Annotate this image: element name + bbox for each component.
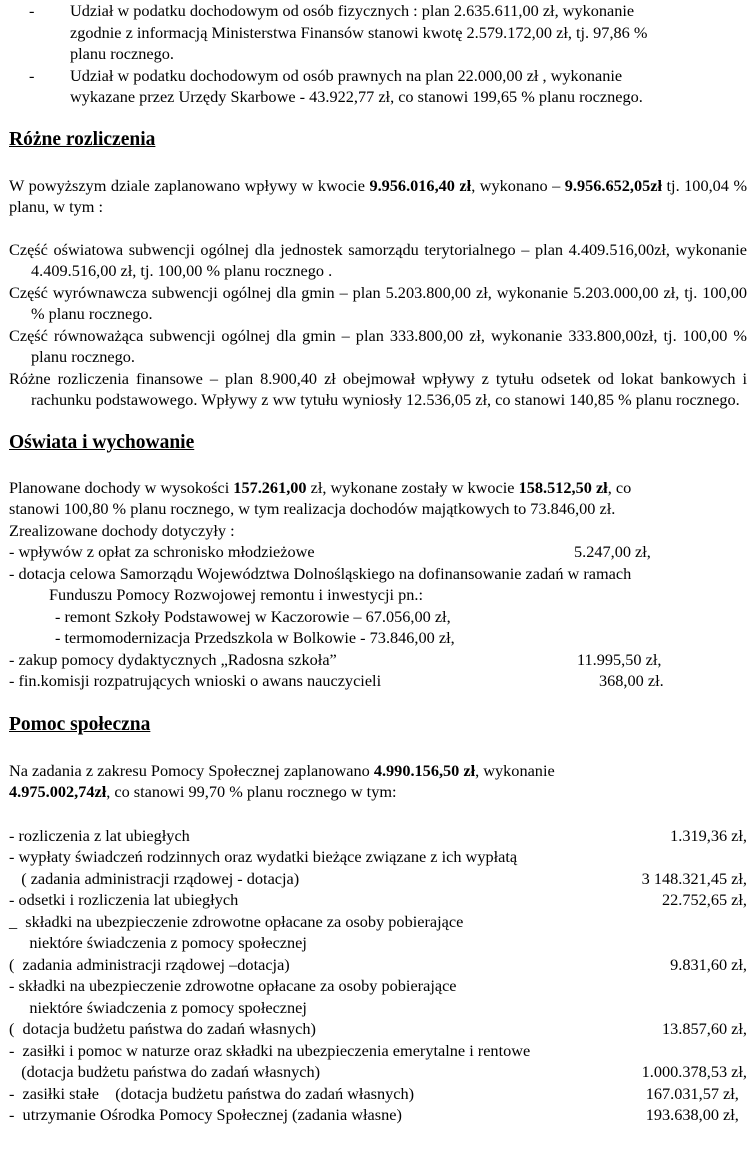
intro-item	[9, 0, 747, 65]
intro-list	[9, 0, 747, 108]
row-label: - zasiłki i pomoc w naturze oraz składki na ubezpieczenia emerytalne i rentowe	[9, 1040, 531, 1060]
table-row	[9, 932, 747, 954]
section-heading: Oświata i wychowanie	[9, 431, 195, 453]
row-label: ( zadania administracji rządowej - dotacja)	[9, 868, 300, 888]
table-row	[9, 954, 747, 976]
list-item: Różne rozliczenia finansowe – plan 8.900,40 zł obejmował wpływy z tytułu odsetek od lokat bankowych i rachunku podstawowego. Wpływy z ww tytułu wyniosły 12.536,05 zł, co stanowi 140,85 % planu rocznego.	[9, 368, 747, 409]
paragraph: Planowane dochody w wysokości 157.261,00 zł, wykonane zostały w kwocie 158.512,50 zł, co	[9, 477, 632, 497]
list-item: - dotacja celowa Samorządu Województwa Dolnośląskiego na dofinansowanie zadań w ramach	[9, 563, 632, 583]
table-row	[9, 889, 747, 911]
table-row	[9, 1061, 747, 1083]
row-label: - utrzymanie Ośrodka Pomocy Społecznej (zadania własne)	[9, 1105, 402, 1124]
text-line: Udział w podatku dochodowym od osób prawnych na plan 22.000,00 zł , wykonanie	[70, 65, 623, 85]
row-label: (dotacja budżetu państwa do zadań własnych)	[9, 1062, 321, 1081]
table-row	[9, 975, 747, 997]
section-heading: Różne rozliczenia	[9, 128, 156, 150]
row-amount: 193.638,00 zł,	[645, 1105, 747, 1124]
table-row	[9, 868, 747, 890]
row-label: - zasiłki stałe (dotacja budżetu państwa do zadań własnych)	[9, 1083, 415, 1103]
table-row	[9, 1083, 747, 1105]
row-label: - rozliczenia z lat ubiegłych	[9, 825, 190, 845]
section-heading: Pomoc społeczna	[9, 713, 151, 735]
row-label: - składki na ubezpieczenie zdrowotne opłacane za osoby pobierające	[9, 976, 457, 995]
row-label: niektóre świadczenia z pomocy społecznej	[9, 997, 307, 1017]
row-amount: 13.857,60 zł,	[661, 1019, 747, 1038]
list-item: Część wyrównawcza subwencji ogólnej dla gmin – plan 5.203.800,00 zł, wykonanie 5.203.000,00 zł, tj. 100,00 % planu rocznego.	[9, 282, 747, 323]
row-amount: 3 148.321,45 zł,	[641, 868, 747, 888]
row-amount: 167.031,57 zł,	[645, 1083, 747, 1103]
document-page	[9, 0, 747, 1126]
row-amount: 9.831,60 zł,	[670, 954, 747, 974]
bullet: -	[29, 1, 35, 20]
table-row	[9, 825, 747, 847]
table-row	[9, 846, 747, 868]
paragraph: Na zadania z zakresu Pomocy Społecznej zaplanowano 4.990.156,50 zł, wykonanie	[9, 760, 555, 780]
table-row	[9, 911, 747, 933]
text-line: Udział w podatku dochodowym od osób fizycznych : plan 2.635.611,00 zł, wykonanie	[70, 1, 635, 20]
list-item: - remont Szkoły Podstawowej w Kaczorowie – 67.056,00 zł,	[55, 606, 451, 626]
table-row	[9, 1104, 747, 1126]
list-item: - zakup pomocy dydaktycznych „Radosna szkoła” 11.995,50 zł,	[9, 649, 662, 669]
row-label: - wypłaty świadczeń rodzinnych oraz wydatki bieżące związane z ich wypłatą	[9, 847, 518, 866]
table-row	[9, 1040, 747, 1062]
row-amount: 1.000.378,53 zł,	[641, 1062, 747, 1081]
text-line: wykazane przez Urzędy Skarbowe - 43.922,77 zł, co stanowi 199,65 % planu rocznego.	[70, 87, 643, 106]
row-label: niektóre świadczenia z pomocy społecznej	[9, 933, 307, 952]
row-label: _ składki na ubezpieczenie zdrowotne opłacane za osoby pobierające	[9, 911, 464, 931]
list-item: Funduszu Pomocy Rozwojowej remontu i inwestycji pn.:	[49, 585, 423, 604]
item-table	[9, 825, 747, 1126]
bullet: -	[29, 65, 35, 85]
table-row	[9, 997, 747, 1019]
item-list	[9, 239, 747, 411]
row-amount: 22.752,65 zł,	[661, 890, 747, 909]
paragraph: Zrealizowane dochody dotyczyły :	[9, 520, 235, 540]
intro-item	[9, 65, 747, 108]
paragraph: stanowi 100,80 % planu rocznego, w tym realizacja dochodów majątkowych to 73.846,00 zł.	[9, 499, 616, 518]
list-item: Część równoważąca subwencji ogólnej dla gmin – plan 333.800,00 zł, wykonanie 333.800,00zł, tj. 100,00 % planu rocznego.	[9, 325, 747, 366]
row-label: - odsetki i rozliczenia lat ubiegłych	[9, 890, 239, 909]
list-item: - fin.komisji rozpatrujących wnioski o awans nauczycieli 368,00 zł.	[9, 671, 664, 690]
list-item: - termomodernizacja Przedszkola w Bolkowie - 73.846,00 zł,	[55, 628, 455, 647]
row-label: ( dotacja budżetu państwa do zadań własnych)	[9, 1019, 316, 1038]
list-item: Część oświatowa subwencji ogólnej dla jednostek samorządu terytorialnego – plan 4.409.516,00zł, wykonanie 4.409.516,00 zł, tj. 100,00 % planu rocznego .	[9, 239, 747, 280]
row-amount: 1.319,36 zł,	[670, 825, 747, 845]
text-line: planu rocznego.	[70, 44, 174, 63]
paragraph: 4.975.002,74zł, co stanowi 99,70 % planu rocznego w tym:	[9, 782, 397, 801]
list-item: - wpływów z opłat za schronisko młodzieżowe 5.247,00 zł,	[9, 542, 651, 561]
row-label: ( zadania administracji rządowej –dotacja)	[9, 954, 290, 974]
paragraph: W powyższym dziale zaplanowano wpływy w kwocie 9.956.016,40 zł, wykonano – 9.956.652,05zł tj. 100,04 % planu, w tym :	[9, 175, 748, 216]
text-line: zgodnie z informacją Ministerstwa Finansów stanowi kwotę 2.579.172,00 zł, tj. 97,86 %	[70, 22, 648, 42]
table-row	[9, 1018, 747, 1040]
